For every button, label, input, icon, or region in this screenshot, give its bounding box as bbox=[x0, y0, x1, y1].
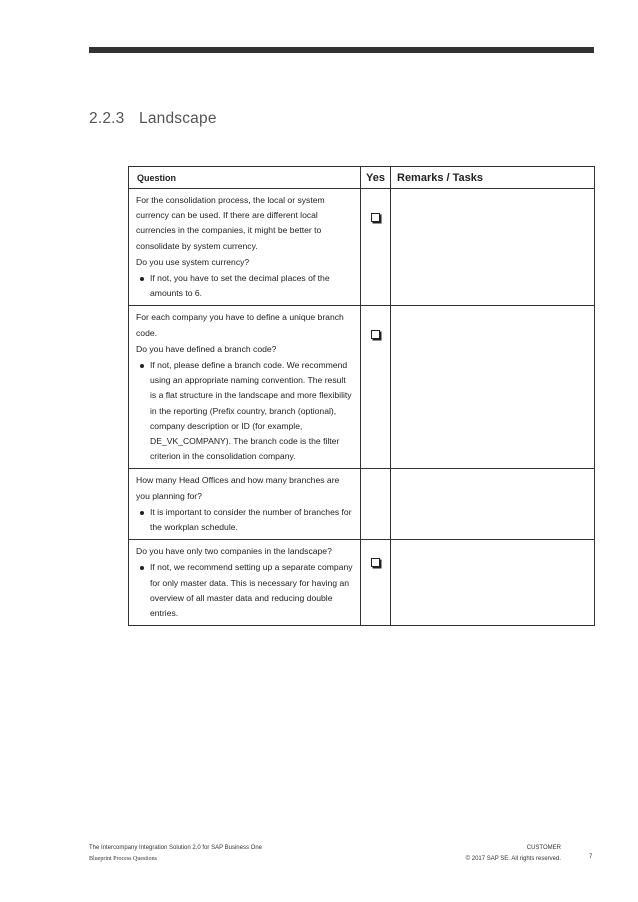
question-cell bbox=[129, 540, 361, 626]
section-title: Landscape bbox=[139, 110, 217, 127]
remarks-cell[interactable] bbox=[391, 540, 595, 626]
header-question: Question bbox=[129, 167, 361, 189]
bullet-item: It is important to consider the number of branches for the workplan schedule. bbox=[150, 505, 354, 535]
question-cell bbox=[129, 189, 361, 306]
question-cell bbox=[129, 469, 361, 540]
yes-checkbox[interactable] bbox=[371, 330, 380, 339]
questions-table bbox=[128, 166, 595, 626]
header-remarks: Remarks / Tasks bbox=[391, 167, 595, 189]
bullet-item: If not, we recommend setting up a separate company for only master data. This is necessary for having an overview of all master data and reducing double entries. bbox=[150, 560, 354, 621]
question-cell bbox=[129, 306, 361, 469]
question-text: For each company you have to define a unique branch code. bbox=[136, 312, 344, 338]
section-number: 2.2.3 bbox=[89, 110, 125, 127]
page-number: 7 bbox=[589, 854, 593, 860]
yes-cell bbox=[361, 189, 391, 306]
bullet-item: If not, you have to set the decimal places of the amounts to 6. bbox=[150, 271, 354, 301]
table-row bbox=[129, 469, 595, 540]
question-text: Do you have defined a branch code? bbox=[136, 343, 277, 354]
footer-doc-subtitle: Blueprint Process Questions bbox=[89, 856, 157, 862]
question-text: Do you have only two companies in the landscape? bbox=[136, 546, 332, 557]
remarks-cell[interactable] bbox=[391, 306, 595, 469]
yes-cell bbox=[361, 469, 391, 540]
table-row bbox=[129, 189, 595, 306]
bullet-list bbox=[136, 560, 354, 621]
section-heading bbox=[89, 110, 217, 128]
table-row bbox=[129, 306, 595, 469]
yes-cell bbox=[361, 540, 391, 626]
bullet-item: If not, please define a branch code. We recommend using an appropriate naming convention. The result is a flat structure in the landscape and more flexibility in the reporting (Prefix country, branch (optional), company description or ID (for example, DE_VK_COMPANY). The branch code is the filter criterion in the consolidation company. bbox=[150, 358, 354, 464]
table-row bbox=[129, 540, 595, 626]
yes-cell bbox=[361, 306, 391, 469]
footer-right bbox=[466, 843, 561, 865]
remarks-cell[interactable] bbox=[391, 189, 595, 306]
footer-copyright: © 2017 SAP SE. All rights reserved. bbox=[465, 856, 561, 862]
footer-left bbox=[89, 843, 262, 865]
header-yes: Yes bbox=[361, 167, 391, 189]
top-rule bbox=[89, 47, 594, 53]
yes-checkbox[interactable] bbox=[371, 558, 380, 567]
question-text: For the consolidation process, the local or system currency can be used. If there are different local currencies in the companies, it might be better to consolidate by system currency. bbox=[136, 195, 325, 251]
yes-checkbox[interactable] bbox=[371, 213, 380, 222]
footer-classification: CUSTOMER bbox=[526, 845, 561, 851]
bullet-list bbox=[136, 358, 354, 464]
question-text: Do you use system currency? bbox=[136, 256, 250, 267]
bullet-list bbox=[136, 505, 354, 535]
table-header-row bbox=[129, 167, 595, 189]
bullet-list bbox=[136, 271, 354, 301]
remarks-cell[interactable] bbox=[391, 469, 595, 540]
footer-doc-title: The Intercompany Integration Solution 2.0 for SAP Business One bbox=[89, 845, 262, 851]
question-text: How many Head Offices and how many branches are you planning for? bbox=[136, 475, 340, 501]
